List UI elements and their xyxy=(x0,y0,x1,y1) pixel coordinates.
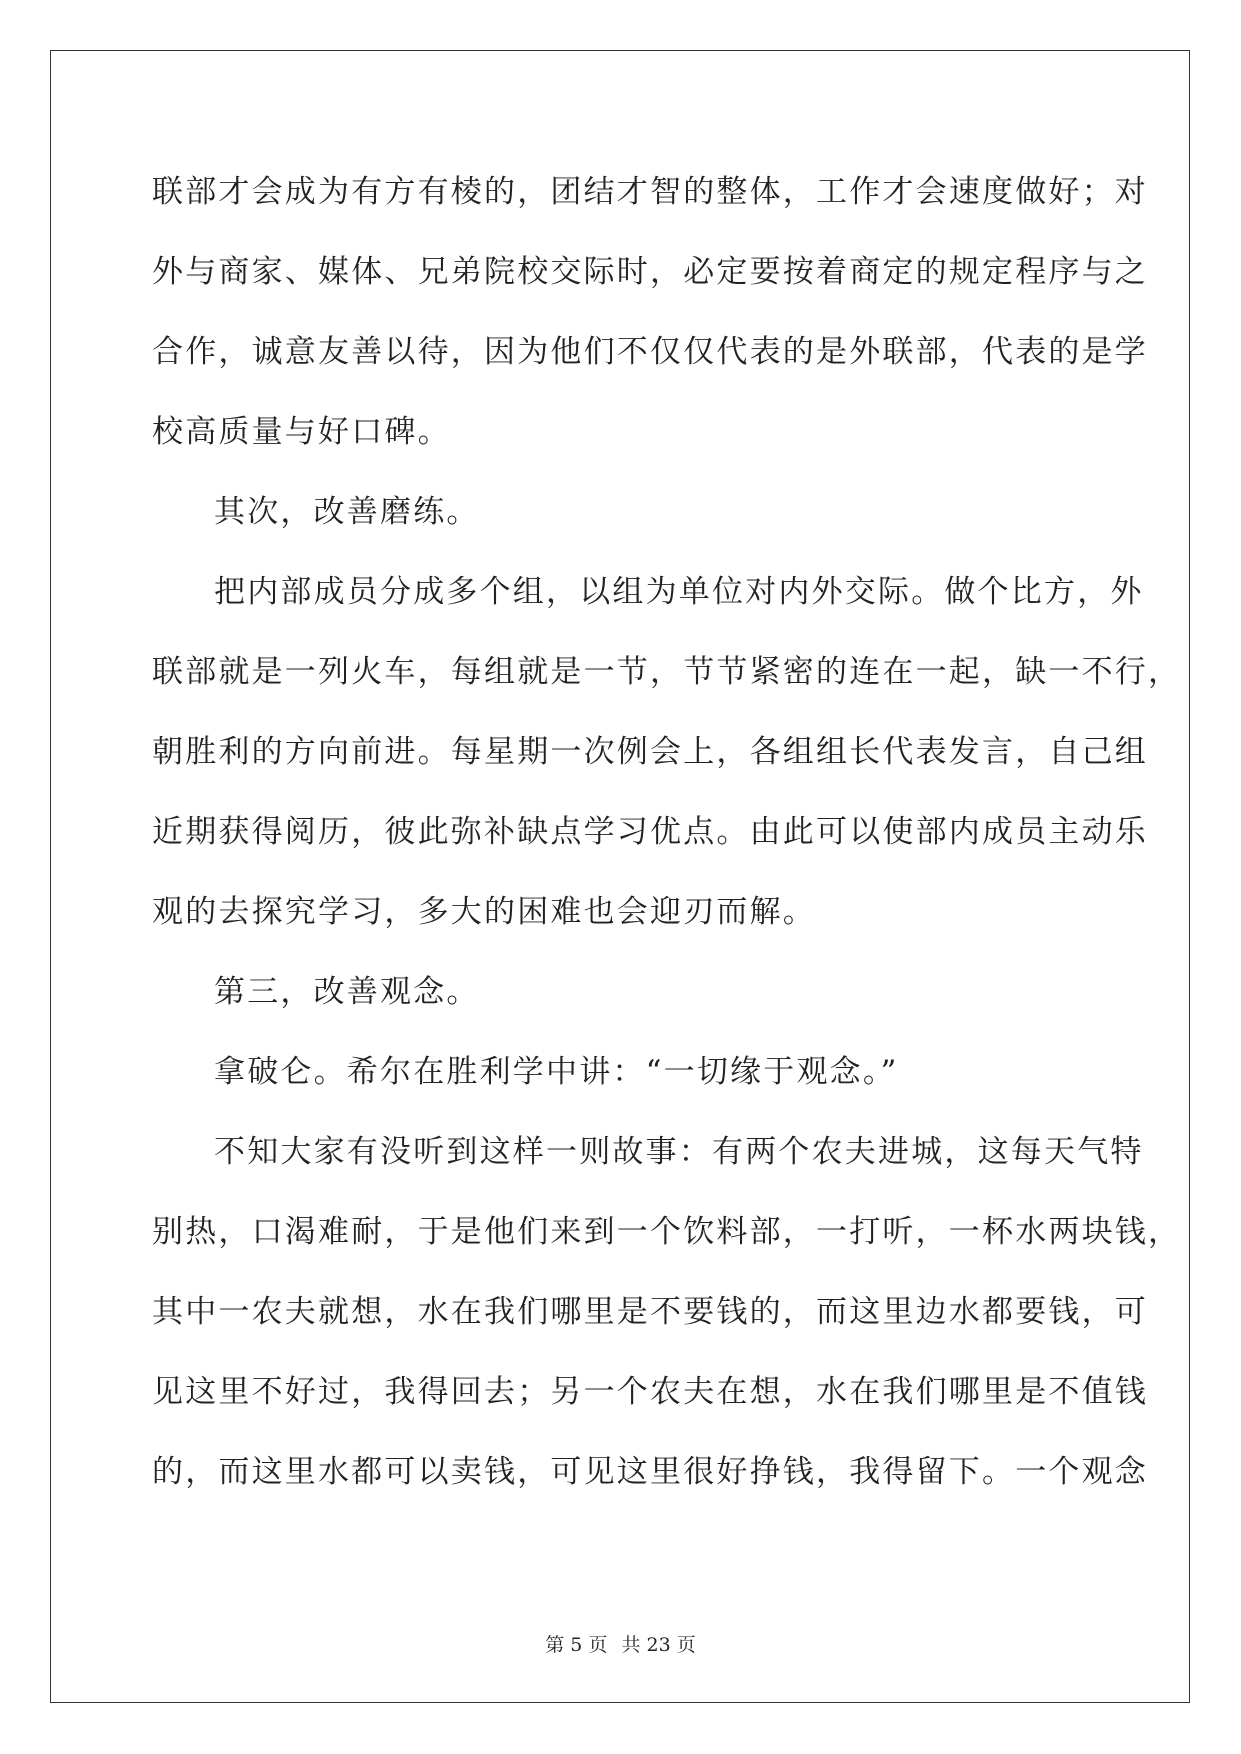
text-line-10: 观的去探究学习，多大的困难也会迎刃而解。 xyxy=(152,894,816,930)
section-heading-second: 其次，改善磨练。 xyxy=(214,494,480,530)
document-body xyxy=(152,164,1182,1524)
text-line-7: 联部就是一列火车，每组就是一节，节节紧密的连在一起，缺一不行， xyxy=(152,654,1182,690)
text-line-14: 别热，口渴难耐，于是他们来到一个饮料部，一打听，一杯水两块钱， xyxy=(152,1214,1182,1250)
text-line-2: 外与商家、媒体、兄弟院校交际时，必定要按着商定的规定程序与之 xyxy=(152,254,1148,290)
text-line-6: 把内部成员分成多个组，以组为单位对内外交际。做个比方，外 xyxy=(214,574,1144,610)
text-line-1: 联部才会成为有方有棱的，团结才智的整体，工作才会速度做好；对 xyxy=(152,174,1148,210)
text-line-4: 校高质量与好口碑。 xyxy=(152,414,451,450)
quote-line: 拿破仑。希尔在胜利学中讲：“一切缘于观念。” xyxy=(214,1054,899,1090)
text-line-9: 近期获得阅历，彼此弥补缺点学习优点。由此可以使部内成员主动乐 xyxy=(152,814,1148,850)
text-line-15: 其中一农夫就想，水在我们哪里是不要钱的，而这里边水都要钱，可 xyxy=(152,1294,1148,1330)
text-line-17: 的，而这里水都可以卖钱，可见这里很好挣钱，我得留下。一个观念 xyxy=(152,1454,1148,1490)
page-footer xyxy=(0,1630,1241,1657)
text-line-8: 朝胜利的方向前进。每星期一次例会上，各组组长代表发言，自己组 xyxy=(152,734,1148,770)
text-line-16: 见这里不好过，我得回去；另一个农夫在想，水在我们哪里是不值钱 xyxy=(152,1374,1148,1410)
page-total: 共 23 页 xyxy=(621,1634,696,1656)
text-line-13: 不知大家有没听到这样一则故事：有两个农夫进城，这每天气特 xyxy=(214,1134,1144,1170)
text-line-3: 合作，诚意友善以待，因为他们不仅仅代表的是外联部，代表的是学 xyxy=(152,334,1148,370)
page-number: 第 5 页 xyxy=(545,1634,608,1656)
section-heading-third: 第三，改善观念。 xyxy=(214,974,480,1010)
